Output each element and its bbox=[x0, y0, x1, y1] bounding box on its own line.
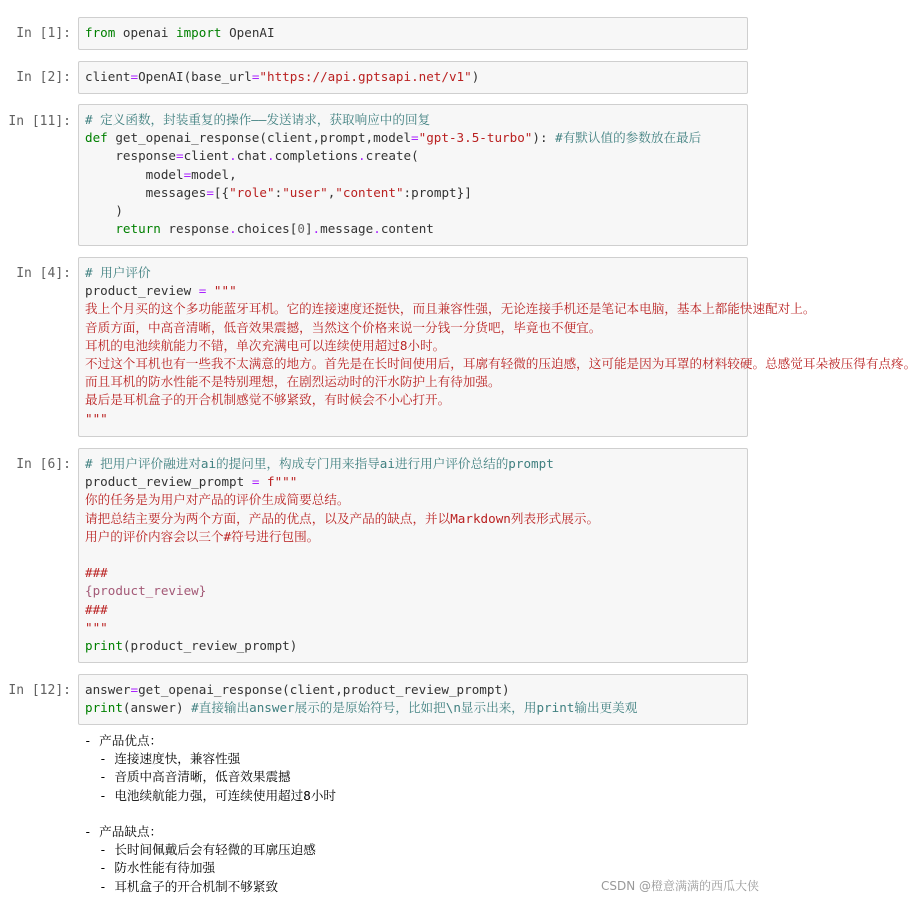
code-cell-1[interactable] bbox=[0, 17, 765, 51]
code-token: content bbox=[380, 221, 434, 237]
code-token: , bbox=[327, 184, 336, 200]
code-token: openai bbox=[115, 25, 177, 40]
code-editor[interactable] bbox=[78, 674, 748, 725]
code-token: chat bbox=[236, 148, 268, 164]
code-token: answer bbox=[85, 682, 131, 697]
code-token: [{ bbox=[213, 184, 230, 200]
code-token: messages bbox=[145, 184, 207, 200]
code-token: print bbox=[85, 638, 123, 654]
cell-prompt: In [11]: bbox=[8, 114, 71, 129]
code-token: client bbox=[183, 148, 230, 164]
code-token: import bbox=[176, 25, 222, 40]
code-token: . bbox=[312, 221, 321, 237]
code-editor[interactable] bbox=[78, 257, 916, 437]
code-token: def bbox=[85, 130, 108, 146]
code-token: product_review bbox=[85, 283, 192, 299]
cell-prompt: In [4]: bbox=[16, 266, 71, 281]
code-cell-2[interactable] bbox=[0, 61, 765, 95]
code-token bbox=[259, 474, 267, 489]
code-token: "user" bbox=[282, 184, 328, 200]
code-content bbox=[79, 449, 747, 659]
code-token: model bbox=[145, 166, 184, 182]
code-token: ): bbox=[532, 130, 556, 146]
code-token: . bbox=[229, 148, 237, 164]
code-token: message bbox=[320, 221, 374, 237]
code-token: f""" 你的任务是为用户对产品的评价生成简要总结。 请把总结主要分为两个方面，产品的优点，以及产品的缺点，并以Markdown列表形式展示。 用户的评价内容会以三个#符号进行包围。 ### bbox=[85, 474, 600, 581]
code-token: OpenAI bbox=[221, 25, 275, 40]
code-content bbox=[79, 18, 747, 46]
code-token: response bbox=[115, 148, 176, 164]
code-token: product_review_prompt bbox=[85, 474, 245, 490]
code-token: ) bbox=[471, 69, 480, 84]
code-token: # 把用户评价融进对ai的提问里，构成专门用来指导ai进行用户评价总结的prompt bbox=[85, 456, 554, 471]
code-token: return bbox=[115, 221, 161, 237]
code-cell-6[interactable] bbox=[0, 674, 765, 726]
code-token: print bbox=[85, 700, 123, 716]
cell-prompt: In [1]: bbox=[16, 26, 71, 41]
code-token: from bbox=[85, 25, 116, 40]
code-token: {product_review} bbox=[85, 583, 207, 599]
code-token: "content" bbox=[335, 184, 404, 200]
code-token: = bbox=[206, 184, 214, 200]
code-content bbox=[79, 62, 747, 90]
code-token: . bbox=[358, 148, 366, 164]
code-editor[interactable] bbox=[78, 17, 748, 50]
code-token: = bbox=[251, 474, 260, 490]
code-token bbox=[85, 221, 115, 236]
code-content bbox=[79, 675, 747, 721]
cell-output: - 产品优点： - 连接速度快，兼容性强 - 音质中高音清晰，低音效果震撼 - 电池续航能力强，可连续使用超过8小时 - 产品缺点： - 长时间佩戴后会有轻微的耳廓压迫感 - 防水性能有待加强 - 耳机盒子的开合机制不够紧致 bbox=[84, 733, 337, 894]
code-token: model, bbox=[191, 166, 237, 182]
code-token: = bbox=[198, 283, 207, 299]
code-editor[interactable] bbox=[78, 104, 748, 246]
code-token: "https://api.gptsapi.net/v1" bbox=[259, 69, 472, 84]
code-token: response bbox=[160, 221, 230, 237]
code-token: . bbox=[373, 221, 381, 237]
code-content bbox=[79, 105, 747, 242]
code-token: #直接输出answer展示的是原始符号，比如把\n显示出来，用print输出更美观 bbox=[191, 700, 638, 716]
code-token: OpenAI(base_url bbox=[138, 69, 252, 84]
code-cell-4[interactable] bbox=[0, 257, 916, 438]
code-token: = bbox=[130, 69, 139, 84]
code-token: client bbox=[85, 69, 131, 84]
code-token: choices[ bbox=[236, 221, 298, 237]
code-token: "role" bbox=[229, 184, 275, 200]
code-token: = bbox=[176, 148, 184, 164]
code-token: . bbox=[267, 148, 275, 164]
code-cell-3[interactable] bbox=[0, 104, 765, 247]
code-token: = bbox=[183, 166, 192, 182]
code-token: create( bbox=[365, 148, 419, 164]
code-token: . bbox=[229, 221, 237, 237]
cell-prompt: In [2]: bbox=[16, 70, 71, 85]
cell-prompt: In [12]: bbox=[8, 683, 71, 698]
code-editor[interactable] bbox=[78, 61, 748, 94]
code-token: "gpt-3.5-turbo" bbox=[418, 130, 533, 146]
code-token: (answer) bbox=[122, 700, 192, 716]
code-token: = bbox=[130, 682, 139, 697]
code-cell-5[interactable] bbox=[0, 448, 765, 664]
code-token: ### """ bbox=[85, 601, 108, 635]
code-token: # 用户评价 bbox=[85, 265, 151, 280]
code-token: (product_review_prompt) bbox=[122, 638, 298, 654]
code-token: # 定义函数，封装重复的操作——发送请求，获取响应中的回复 bbox=[85, 112, 431, 127]
code-content bbox=[79, 258, 916, 432]
code-token: :prompt}] bbox=[403, 184, 472, 200]
code-token bbox=[206, 283, 214, 298]
code-token: 0 bbox=[297, 221, 305, 237]
code-token: """ 我上个月买的这个多功能蓝牙耳机。它的连接速度还挺快，而且兼容性强，无论连接手机还是笔记本电脑，基本上都能快速配对上。 音质方面，中高音清晰，低音效果震撼，当然这个价格来说一分钱一分货吧，毕竟也不便宜。 耳机的电池续航能力不错，单次充满电可以连续使用超过8小时。 不过这个耳机也有一些我不太满意的地方。首先是在长时间使用后，耳廓有轻微的压迫感，这可能是因为耳罩的材料较硬。总感觉耳朵被压得有点疼。 而且耳机的防水性能不是特别理想，在剧烈运动时的汗水防护上有待加强。 最后是耳机盒子的开合机制感觉不够紧致，有时候会不小心打开。 """ bbox=[85, 283, 916, 426]
code-token: = bbox=[411, 130, 419, 146]
code-token: get_openai_response(client,prompt,model bbox=[107, 130, 412, 146]
code-token: : bbox=[274, 184, 283, 200]
watermark: CSDN @橙意满满的西瓜大侠 bbox=[600, 879, 759, 893]
code-token: ) bbox=[115, 203, 123, 219]
code-token: completions bbox=[274, 148, 359, 164]
code-token: ] bbox=[304, 221, 313, 237]
code-token: get_openai_response(client,product_review_prompt) bbox=[138, 682, 510, 697]
code-editor[interactable] bbox=[78, 448, 748, 663]
code-token: = bbox=[251, 69, 260, 84]
code-token: #有默认值的参数放在最后 bbox=[555, 130, 702, 146]
cell-prompt: In [6]: bbox=[16, 457, 71, 472]
